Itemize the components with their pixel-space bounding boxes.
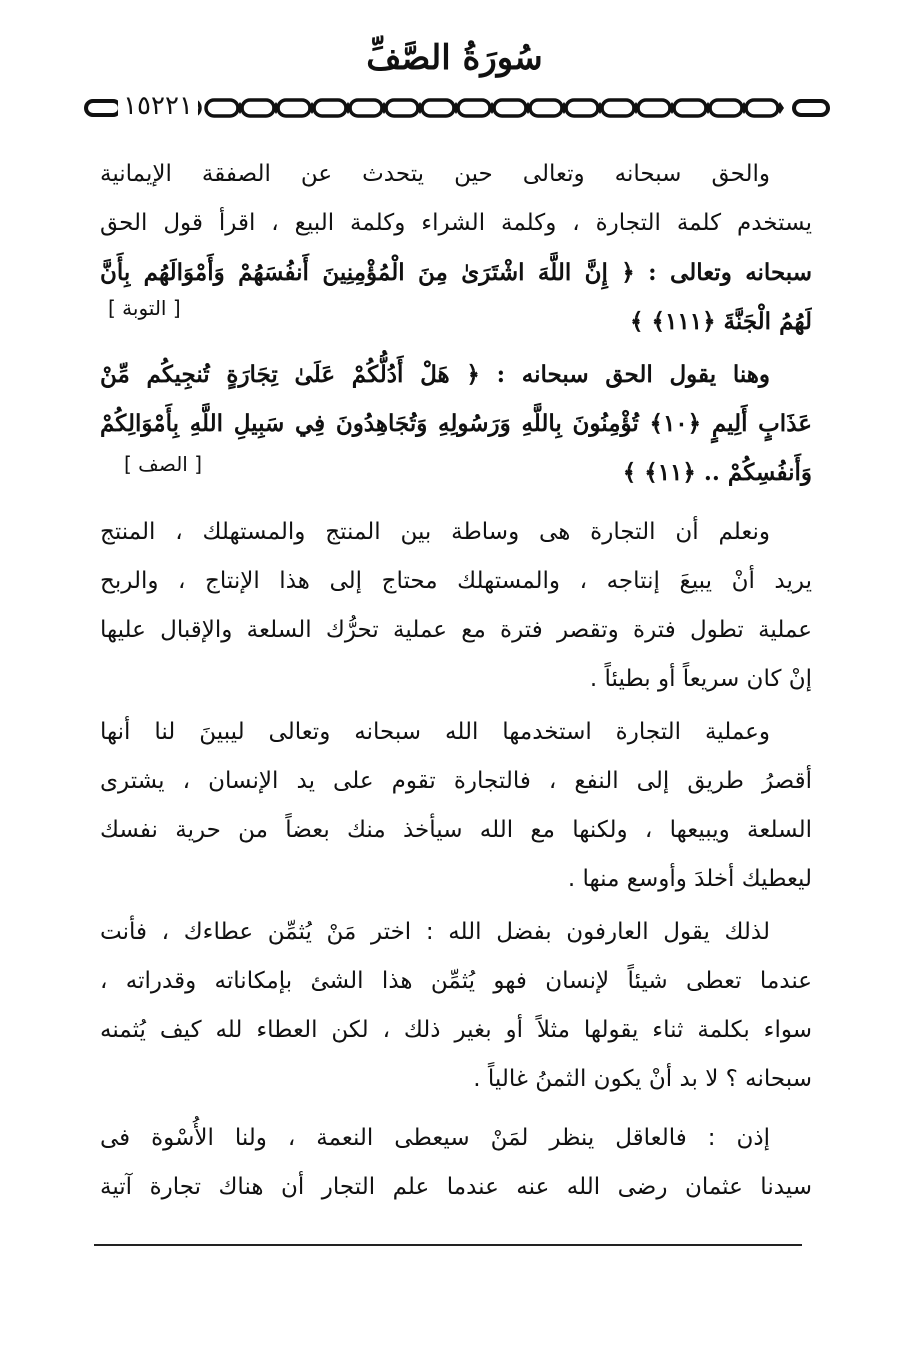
text-line: لذلك يقول العارفون بفضل الله : اختر مَنْ يُثمِّن عطاءك ، فأنت bbox=[100, 919, 770, 945]
chain-link bbox=[638, 100, 670, 116]
chain-link bbox=[422, 100, 454, 116]
verse-line: وهنا يقول الحق سبحانه : ﴿ هَلْ أَدُلُّكُمْ عَلَىٰ تِجَارَةٍ تُنجِيكُم مِّنْ bbox=[100, 361, 770, 388]
chain-link bbox=[350, 100, 382, 116]
paragraph-2 bbox=[100, 350, 812, 497]
chain-link bbox=[206, 100, 238, 116]
chain-link bbox=[746, 100, 778, 116]
surah-reference: [ الصف ] bbox=[124, 452, 203, 476]
chain-link bbox=[278, 100, 310, 116]
paragraph-5 bbox=[100, 908, 812, 1104]
text-line: سواء بكلمة ثناء يقولها مثلاً أو بغير ذلك ، لكن العطاء لله كيف يُثمنه bbox=[100, 1017, 812, 1043]
surah-title: سُورَةُ الصَّفِّ bbox=[366, 38, 543, 78]
paragraph-1 bbox=[100, 150, 812, 346]
verse-line: وَأَنفُسِكُمْ .. ﴿١١﴾ ﴾ bbox=[622, 459, 812, 486]
chain-link bbox=[674, 100, 706, 116]
text-line: سيدنا عثمان رضى الله عنه عندما علم التجار أن هناك تجارة آتية bbox=[100, 1174, 812, 1200]
text-line: عملية تطول فترة وتقصر فترة مع عملية تحرُّك السلعة والإقبال عليها bbox=[100, 617, 812, 643]
chain-link bbox=[458, 100, 490, 116]
text-line: أقصرُ طريق إلى النفع ، فالتجارة تقوم على يد الإنسان ، يشترى bbox=[100, 768, 812, 794]
chain-link bbox=[530, 100, 562, 116]
text-line: ونعلم أن التجارة هى وساطة بين المنتج والمستهلك ، المنتج bbox=[100, 519, 770, 545]
verse-line: عَذَابٍ أَلِيمٍ ﴿١٠﴾ تُؤْمِنُونَ بِاللَّهِ وَرَسُولِهِ وَتُجَاهِدُونَ فِي سَبِيلِ اللَّهِ بِأَمْوَالِكُمْ bbox=[100, 410, 812, 437]
paragraph-3 bbox=[100, 508, 812, 704]
chain-link bbox=[566, 100, 598, 116]
chain-link bbox=[494, 100, 526, 116]
page-number: ١٥٢٢١ bbox=[118, 91, 198, 121]
text-line: إنْ كان سريعاً أو بطيئاً . bbox=[589, 666, 812, 692]
text-line: سبحانه ؟ لا بد أنْ يكون الثمنُ غالياً . bbox=[473, 1066, 812, 1092]
text-line: عندما تعطى شيئاً لإنسان فهو يُثمِّن هذا الشئ بإمكاناته وقدراته ، bbox=[100, 968, 812, 994]
text-line: السلعة ويبيعها ، ولكنها مع الله سيأخذ منك بعضاً من حرية نفسك bbox=[100, 817, 812, 843]
chain-link bbox=[386, 100, 418, 116]
text-line: والحق سبحانه وتعالى حين يتحدث عن الصفقة الإيمانية bbox=[100, 161, 770, 187]
chain-link bbox=[314, 100, 346, 116]
text-line: إذن : فالعاقل ينظر لمَنْ سيعطى النعمة ، ولنا الأُسْوة فى bbox=[100, 1125, 770, 1151]
paragraph-6 bbox=[100, 1114, 812, 1212]
text-line: وعملية التجارة استخدمها الله سبحانه وتعالى ليبينَ لنا أنها bbox=[100, 719, 770, 745]
bottom-rule bbox=[94, 1244, 802, 1246]
verse-line: لَهُمُ الْجَنَّةَ ﴿١١١﴾ ﴾ bbox=[630, 308, 812, 335]
text-line: يريد أنْ يبيعَ إنتاجه ، والمستهلك محتاج إلى هذا الإنتاج ، والربح bbox=[100, 568, 812, 594]
verse-line: سبحانه وتعالى : ﴿ إِنَّ اللَّهَ اشْتَرَىٰ مِنَ الْمُؤْمِنِينَ أَنفُسَهُمْ وَأَمْوَالَهُم بِأَنَّ bbox=[100, 259, 812, 286]
paragraph-4 bbox=[100, 708, 812, 904]
surah-reference: [ التوبة ] bbox=[108, 296, 181, 320]
text-line: يستخدم كلمة التجارة ، وكلمة الشراء وكلمة البيع ، اقرأ قول الحق bbox=[100, 210, 812, 236]
chain-link bbox=[242, 100, 274, 116]
text-line: ليعطيك أخلدَ وأوسع منها . bbox=[567, 866, 812, 892]
chain-link bbox=[602, 100, 634, 116]
chain-link bbox=[710, 100, 742, 116]
